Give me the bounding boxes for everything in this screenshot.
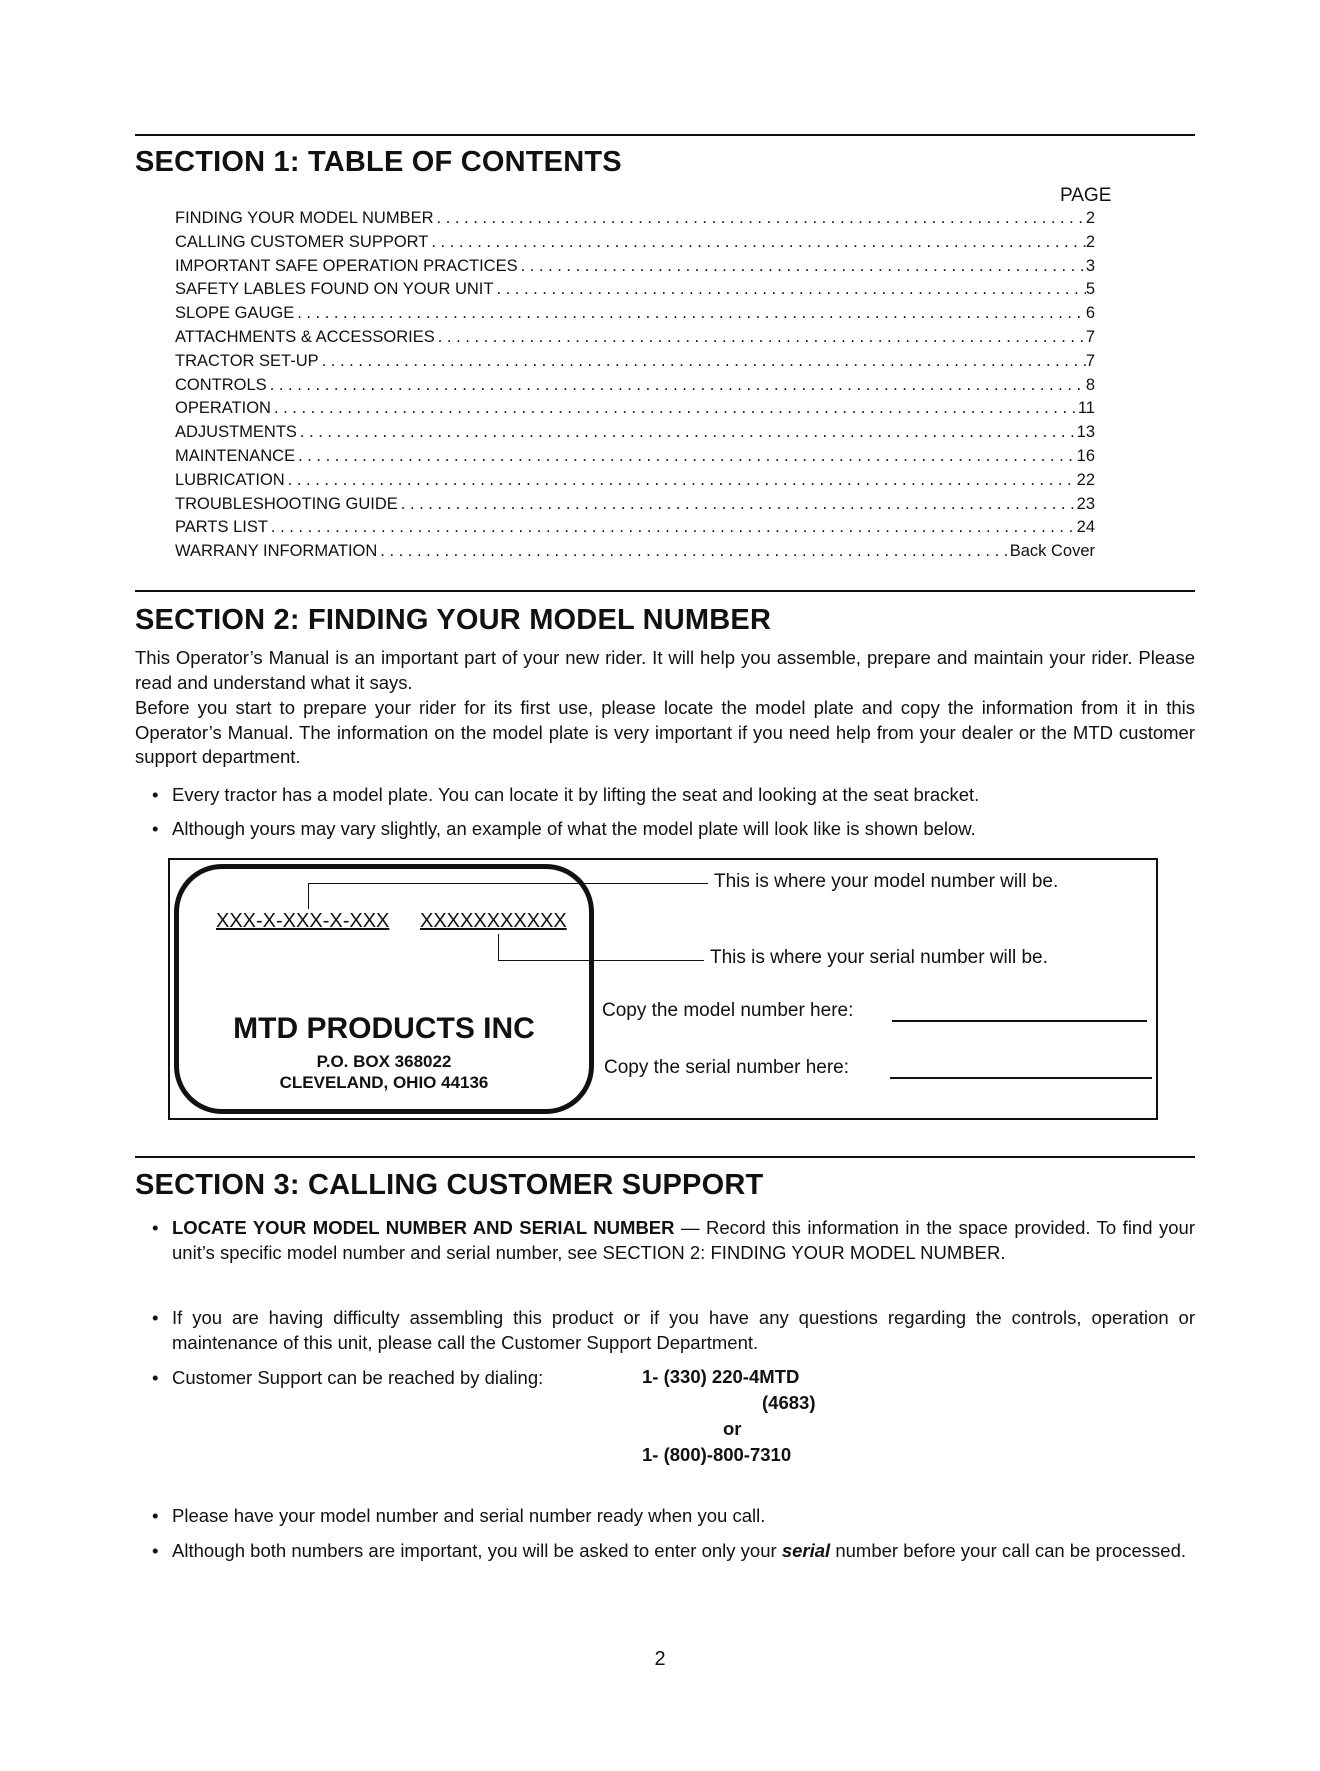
serial-leader-vertical	[498, 934, 499, 960]
toc-entry-label: CONTROLS	[175, 375, 267, 394]
section2-bullet-1	[152, 783, 1195, 808]
toc-leader-dots	[285, 471, 1077, 490]
copy-serial-field[interactable]	[890, 1077, 1152, 1079]
toc-entry-page: 7	[1085, 351, 1095, 370]
toc-entry-page: 2	[1085, 209, 1095, 227]
toc-entry-page: 22	[1076, 470, 1095, 489]
section3-title: SECTION 3: CALLING CUSTOMER SUPPORT	[135, 1169, 764, 1201]
toc-entry	[175, 280, 1095, 304]
section2-paragraph-1: This Operator’s Manual is an important part of your new rider. It will help you assemble, prepare and maintain your rider. Please read and understand what it says.	[135, 647, 1195, 693]
toc-leader-dots	[319, 352, 1086, 371]
section2-paragraph-2: Before you start to prepare your rider for its first use, please locate the model plate and copy the information from it in this Operator’s Manual. The information on the model plate is very important if you need help from your dealer or the MTD customer support department.	[135, 697, 1195, 767]
bullet-text: Customer Support can be reached by dialing:	[172, 1367, 544, 1388]
plate-city: CLEVELAND, OHIO 44136	[279, 1073, 489, 1092]
toc-entry	[175, 376, 1095, 400]
toc-entry-page: 8	[1085, 375, 1095, 394]
table-of-contents	[175, 209, 1095, 566]
bullet-dot: •	[152, 1367, 159, 1388]
toc-entry	[175, 328, 1095, 352]
section1-title: SECTION 1: TABLE OF CONTENTS	[135, 146, 622, 178]
section2-bullet-2	[152, 817, 1195, 842]
toc-entry-label: SAFETY LABLES FOUND ON YOUR UNIT	[175, 280, 494, 299]
bullet-text: If you are having difficulty assembling this product or if you have any questions regarding the controls, operation or maintenance of this unit, please call the Customer Support Department.	[172, 1307, 1195, 1353]
toc-entry-label: IMPORTANT SAFE OPERATION PRACTICES	[175, 256, 518, 275]
bullet-emphasis: serial	[781, 1540, 831, 1561]
toc-entry	[175, 495, 1095, 519]
toc-entry-label: ADJUSTMENTS	[175, 423, 297, 442]
toc-entry	[175, 399, 1095, 423]
toc-entry	[175, 233, 1095, 257]
toc-entry	[175, 447, 1095, 471]
toc-entry-label: PARTS LIST	[175, 518, 268, 537]
model-leader-horizontal	[308, 883, 708, 884]
section3-bullet-1	[152, 1216, 1195, 1265]
toc-entry-page: 3	[1085, 256, 1095, 275]
bullet-dot: •	[152, 1217, 159, 1238]
callout-serial-number: This is where your serial number will be.	[710, 947, 1048, 968]
toc-entry	[175, 209, 1095, 233]
toc-entry-page: 23	[1076, 494, 1095, 513]
toc-leader-dots	[398, 495, 1077, 514]
toc-entry	[175, 542, 1095, 566]
toc-entry-page: 11	[1077, 399, 1095, 418]
toc-entry-label: ATTACHMENTS & ACCESSORIES	[175, 327, 435, 346]
bullet-text: — Record this information in the space provided. To find your unit’s specific model number and serial number, see SECTION 2: FINDING YOUR MODEL NUMBER.	[172, 1217, 1195, 1263]
copy-serial-label: Copy the serial number here:	[604, 1057, 850, 1078]
toc-leader-dots	[297, 423, 1077, 442]
toc-entry-page: Back Cover	[1009, 542, 1095, 561]
toc-leader-dots	[435, 328, 1086, 347]
bullet-dot: •	[152, 818, 159, 839]
toc-leader-dots	[267, 376, 1086, 395]
toc-entry-page: 24	[1076, 518, 1095, 537]
toc-entry-label: OPERATION	[175, 399, 271, 418]
phone-number-1: 1- (330) 220-4MTD	[642, 1366, 800, 1387]
section1-rule	[135, 134, 1195, 136]
serial-leader-horizontal	[498, 960, 704, 961]
toc-leader-dots	[434, 209, 1086, 228]
section3-bullet-4	[152, 1504, 1195, 1529]
section3-rule	[135, 1156, 1195, 1158]
plate-serial-code: XXXXXXXXXXX	[420, 910, 567, 932]
section3-bullet-2	[152, 1306, 1195, 1355]
phone-number-1-alt: (4683)	[762, 1392, 816, 1413]
bullet-dot: •	[152, 784, 159, 805]
phone-number-2: 1- (800)-800-7310	[642, 1444, 792, 1465]
toc-page-heading: PAGE	[1060, 185, 1112, 206]
bullet-text: Although yours may vary slightly, an example of what the model plate will look like is shown below.	[172, 818, 976, 839]
bullet-bold-text: LOCATE YOUR MODEL NUMBER AND SERIAL NUMBER	[172, 1217, 675, 1238]
toc-leader-dots	[518, 257, 1086, 276]
section2-rule	[135, 590, 1195, 592]
toc-entry-label: TROUBLESHOOTING GUIDE	[175, 494, 398, 513]
bullet-text: Every tractor has a model plate. You can locate it by lifting the seat and looking at the seat bracket.	[172, 784, 980, 805]
bullet-dot: •	[152, 1307, 159, 1328]
toc-entry-page: 16	[1076, 446, 1095, 465]
model-leader-vertical	[308, 883, 309, 909]
bullet-dot: •	[152, 1540, 159, 1561]
toc-entry	[175, 304, 1095, 328]
toc-leader-dots	[268, 518, 1077, 537]
page-number: 2	[654, 1648, 666, 1670]
copy-model-label: Copy the model number here:	[602, 1000, 854, 1021]
toc-entry-page: 5	[1085, 280, 1095, 299]
toc-entry	[175, 352, 1095, 376]
toc-entry-label: MAINTENANCE	[175, 446, 296, 465]
toc-entry-page: 7	[1085, 327, 1095, 346]
toc-entry-page: 6	[1085, 304, 1095, 323]
section3-bullet-5	[152, 1539, 1195, 1564]
copy-model-field[interactable]	[892, 1020, 1147, 1022]
phone-or: or	[723, 1418, 742, 1439]
plate-company: MTD PRODUCTS INC	[233, 1012, 535, 1045]
toc-entry-label: SLOPE GAUGE	[175, 304, 295, 323]
toc-entry-label: TRACTOR SET-UP	[175, 351, 319, 370]
toc-leader-dots	[428, 233, 1085, 252]
toc-entry-label: WARRANY INFORMATION	[175, 542, 378, 561]
toc-leader-dots	[294, 304, 1086, 323]
toc-entry-label: FINDING YOUR MODEL NUMBER	[175, 209, 434, 227]
toc-leader-dots	[271, 399, 1078, 418]
toc-leader-dots	[377, 542, 1009, 561]
toc-leader-dots	[493, 280, 1085, 299]
section2-title: SECTION 2: FINDING YOUR MODEL NUMBER	[135, 604, 772, 636]
plate-po-box: P.O. BOX 368022	[316, 1052, 452, 1071]
toc-leader-dots	[295, 447, 1077, 466]
toc-entry-page: 2	[1085, 232, 1095, 251]
toc-entry-label: CALLING CUSTOMER SUPPORT	[175, 232, 429, 251]
toc-entry	[175, 423, 1095, 447]
toc-entry	[175, 518, 1095, 542]
callout-model-number: This is where your model number will be.	[714, 871, 1059, 892]
bullet-text: Although both numbers are important, you will be asked to enter only your	[172, 1540, 782, 1561]
bullet-text: Please have your model number and serial number ready when you call.	[172, 1505, 766, 1526]
bullet-dot: •	[152, 1505, 159, 1526]
toc-entry-page: 13	[1076, 423, 1095, 442]
toc-entry	[175, 257, 1095, 281]
toc-entry	[175, 471, 1095, 495]
toc-entry-label: LUBRICATION	[175, 470, 285, 489]
plate-model-code: XXX-X-XXX-X-XXX	[216, 910, 390, 932]
bullet-text: number before your call can be processed.	[830, 1540, 1186, 1561]
